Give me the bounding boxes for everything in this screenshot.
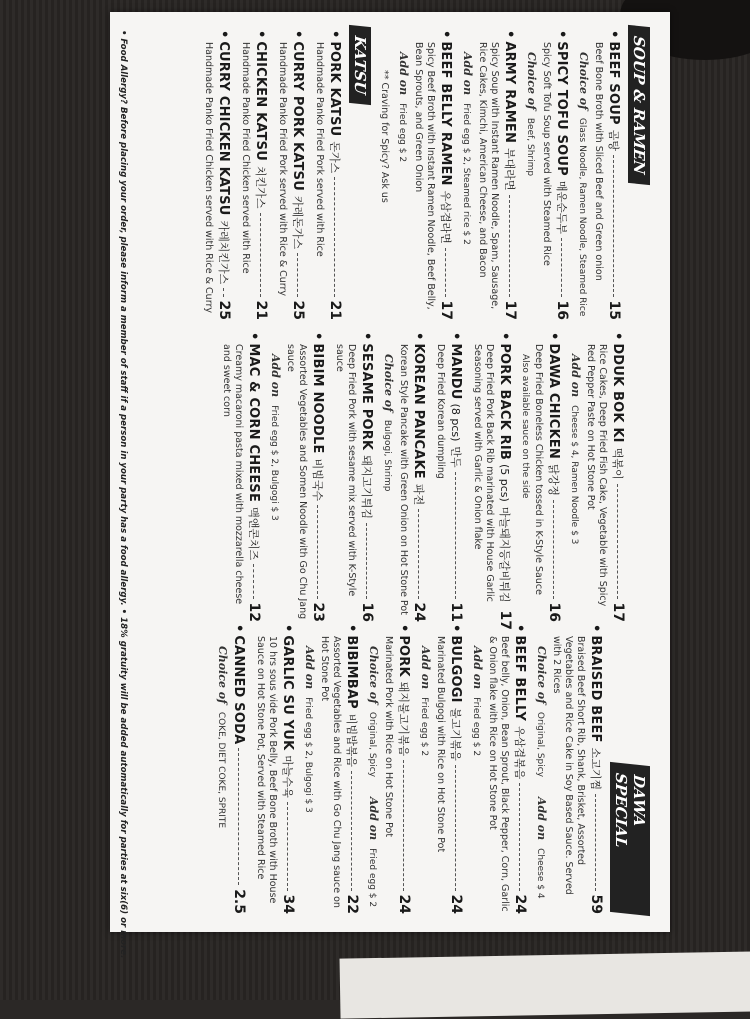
menu-item — [461, 30, 518, 320]
item-korean-name: 불고기볶음 — [449, 707, 462, 761]
item-name: BEEF BELLY — [512, 635, 527, 722]
item-name: CANNED SODA — [231, 635, 246, 745]
item-description: 10 hrs sous vide Pork Belly, Beef Bone Broth with House Sauce on Hot Stone Pot, Served with Steamed Rice — [255, 636, 278, 904]
option-text: COKE, DIET COKE, SPRITE — [216, 711, 226, 829]
bullet-icon: • — [512, 624, 527, 633]
menu-item — [202, 30, 232, 320]
item-options — [419, 646, 432, 914]
dotted-leader — [367, 523, 368, 599]
menu-item-heading — [512, 624, 528, 914]
dotted-leader — [239, 748, 240, 885]
item-price: 16 — [546, 602, 562, 622]
item-korean-name: 닭강정 — [547, 463, 560, 496]
option-label: Add on — [397, 52, 410, 96]
option-text: Bulgogi, Shrimp — [382, 419, 392, 492]
item-options — [303, 646, 316, 914]
menu-item — [303, 624, 360, 914]
dotted-leader — [510, 195, 511, 297]
option-text: Original, Spicy — [535, 711, 545, 778]
item-korean-name: 돈가스 — [328, 141, 341, 174]
item-price: 25 — [290, 300, 306, 320]
bullet-icon: • — [310, 332, 325, 341]
item-korean-name: 돼지불고기볶음 — [397, 681, 410, 757]
menu-item — [220, 332, 262, 622]
menu-item — [333, 332, 375, 622]
item-price: 23 — [310, 602, 326, 622]
bullet-icon: • — [610, 332, 625, 341]
option-label: Choice of — [525, 52, 538, 110]
option-label: Add on — [569, 354, 582, 398]
option-text: Fried egg $ 2, Steamed rice $ 2 — [461, 103, 471, 245]
item-name: MANDU — [448, 343, 463, 400]
item-korean-name: 마늘수육 — [281, 755, 294, 798]
dotted-leader — [554, 500, 555, 599]
item-price: 15 — [606, 300, 622, 320]
menu-item — [471, 332, 513, 630]
item-name: PORK KATSU — [327, 41, 342, 137]
bullet-icon: • — [448, 332, 463, 341]
option-text: Beef, Shrimp — [525, 117, 535, 177]
item-name: CURRY PORK KATSU — [290, 41, 305, 191]
dotted-leader — [254, 564, 255, 598]
item-options — [216, 646, 229, 914]
item-description: Deep Fried Korean dumpling — [435, 344, 446, 479]
item-options — [535, 646, 548, 914]
item-name: DAWA CHICKEN — [546, 343, 561, 459]
section-header-dawa-special: DAWA SPECIAL — [610, 762, 650, 916]
item-korean-name: 매운순두부 — [555, 180, 568, 235]
item-description: Beef Bone Broth with Sliced Beef and Green onion — [593, 42, 604, 281]
item-price: 34 — [280, 894, 296, 914]
item-price: 21 — [327, 300, 343, 320]
white-napkin — [340, 951, 750, 1018]
item-description: Deep Fried Boneless Chicken tossed in K-Style Sauce — [533, 344, 544, 595]
bullet-icon: • — [554, 30, 569, 39]
item-korean-name: 카레치킨가스 — [217, 220, 230, 285]
item-korean-name: 마늘돼지등갈비튀김 — [498, 506, 511, 603]
bullet-icon: • — [344, 624, 359, 633]
option-label-2: Add on — [367, 797, 380, 841]
dotted-leader — [335, 177, 336, 296]
menu-item-heading — [359, 332, 375, 622]
bullet-icon: • — [246, 332, 261, 341]
menu-item-heading — [327, 30, 343, 320]
option-text: Fried egg $ 2 — [471, 697, 481, 757]
menu-item-heading — [280, 624, 296, 914]
item-price: 12 — [246, 602, 262, 622]
item-price: 22 — [344, 894, 360, 914]
dotted-leader — [352, 771, 353, 891]
bullet-icon: • — [216, 30, 231, 39]
option-label: Add on — [461, 52, 474, 96]
bullet-icon: • — [396, 624, 411, 633]
dotted-leader — [261, 213, 262, 297]
bullet-icon: • — [606, 30, 621, 39]
item-price: 16 — [554, 300, 570, 320]
dotted-leader — [446, 248, 447, 297]
dotted-leader — [298, 253, 299, 296]
item-korean-name: 우삼겹볶음 — [513, 726, 526, 780]
item-description: Marinated Bulgogi with Rice on Hot Stone Pot — [435, 636, 446, 853]
menu-item-heading — [396, 624, 412, 914]
option-text: Glass Noodle, Ramen Noodle, Steamed Rice — [577, 117, 587, 317]
bullet-icon: • — [588, 624, 603, 633]
item-description: Spicy Beef Broth with Instant Ramen Noodle, Beef Belly, Bean Sprouts, and Green Onion — [413, 42, 436, 310]
option-label-2: Add on — [535, 797, 548, 841]
bullet-icon: • — [546, 332, 561, 341]
menu-item-heading — [606, 30, 622, 320]
dotted-leader — [224, 288, 225, 296]
menu-item — [313, 30, 343, 320]
item-name: ARMY RAMEN — [502, 41, 517, 144]
option-text: Cheese $ 4, Ramen Noodle $ 3 — [569, 405, 579, 545]
menu-item — [254, 624, 296, 914]
menu-item-heading — [411, 332, 427, 622]
option-text: Original, Spicy — [367, 711, 377, 778]
item-name: SPICY TOFU SOUP — [554, 41, 569, 176]
dotted-leader — [318, 505, 319, 598]
bullet-icon: • — [253, 30, 268, 39]
item-name: PORK — [396, 635, 411, 677]
menu-item-heading — [253, 30, 269, 320]
menu-item-heading — [438, 30, 454, 320]
bullet-icon: • — [231, 624, 246, 633]
item-korean-name: 파전 — [412, 483, 425, 506]
bullet-icon: • — [359, 332, 374, 341]
bullet-icon: • — [411, 332, 426, 341]
item-korean-name: 소고기찜 — [589, 747, 602, 791]
item-description: Braised Beef Short Rib, Shank, Brisket, Assorted Vegetables and Rice Cake in Soy Based Sauce. Served with 2 Rices — [551, 636, 586, 895]
item-korean-name: 비빔국수 — [311, 458, 324, 502]
item-options — [367, 646, 380, 914]
item-name: KOREAN PANCAKE — [411, 343, 426, 479]
menu-sheet — [110, 12, 670, 959]
item-korean-name: 떡볶이 — [611, 447, 624, 480]
menu-item — [382, 332, 427, 622]
item-price: 24 — [512, 894, 528, 914]
option-label: Add on — [269, 354, 282, 398]
dotted-leader — [419, 509, 420, 598]
item-description: Marinated Pork with Rice on Hot Stone Pot — [383, 636, 394, 838]
option-text-2: Fried egg $ 2 — [367, 848, 377, 908]
item-name: DDUK BOK KI — [610, 343, 625, 443]
menu-item — [434, 332, 464, 622]
item-description: Handmade Panko Fried Pork served with Rice — [314, 42, 325, 257]
item-options — [471, 646, 484, 914]
menu-item-heading — [231, 624, 247, 914]
item-description: Handmade Panko Fried Chicken served with Rice — [240, 42, 251, 274]
menu-item-heading — [497, 332, 513, 630]
bullet-icon: • — [497, 332, 512, 341]
item-price: 25 — [216, 300, 232, 320]
option-label: Choice of — [577, 52, 590, 110]
item-price: 17 — [502, 300, 518, 320]
bullet-icon: • — [290, 30, 305, 39]
dotted-leader — [456, 765, 457, 891]
item-price: 17 — [610, 602, 626, 622]
item-price: 16 — [359, 602, 375, 622]
section-header-soup-ramen: SOUP & RAMEN — [628, 25, 650, 185]
item-options — [520, 354, 530, 622]
option-text: Fried egg $ 2, Bulgogi $ 3 — [303, 697, 313, 813]
option-label: Choice of — [367, 646, 380, 704]
item-korean-name: 돼지고기튀김 — [360, 455, 373, 519]
option-text: Fried egg $ 2, Bulgogi $ 3 — [269, 405, 279, 521]
menu-item-heading — [546, 332, 562, 622]
menu-item — [397, 30, 454, 320]
item-options — [569, 354, 582, 622]
item-name: SESAME PORK — [359, 343, 374, 451]
item-name: PORK BACK RIB — [497, 343, 512, 460]
bullet-icon: • — [448, 624, 463, 633]
dotted-leader — [456, 472, 457, 599]
menu-item — [276, 30, 306, 320]
bullet-icon: • — [502, 30, 517, 39]
item-options — [269, 354, 282, 622]
item-price: 59 — [588, 894, 604, 914]
menu-item-heading — [344, 624, 360, 914]
menu-column-appetizers — [213, 332, 652, 630]
item-options — [577, 52, 590, 320]
item-price: 17 — [497, 610, 513, 630]
item-korean-name: 곰탕 — [607, 129, 620, 151]
item-description: Assorted Vegetables and Rice with Go Chu Jang sauce on Hot Stone Pot — [319, 636, 342, 908]
menu-item — [520, 332, 562, 622]
menu-item — [525, 30, 570, 320]
menu-item-heading — [216, 30, 232, 320]
item-piece-count: (5 pcs) — [498, 463, 511, 502]
dotted-leader — [404, 760, 405, 890]
item-price: 11 — [448, 602, 464, 622]
item-description: Deep Fried Pork with sesame mix served with K-Style sauce — [334, 344, 357, 597]
option-label: Add on — [471, 646, 484, 690]
bullet-icon: • — [280, 624, 295, 633]
item-description: Spicy Soft Tofu Soup served with Steamed Rice — [541, 42, 552, 266]
menu-item-heading — [448, 332, 464, 622]
item-price: 24 — [448, 894, 464, 914]
bullet-icon: • — [327, 30, 342, 39]
item-description: Spicy Soup with Instant Ramen Noodle, Spam, Sausage, Rice Cakes, Kimchi, American Cheese, and Bacon — [477, 42, 500, 310]
menu-item — [569, 332, 626, 622]
item-name: BIBIMBAP — [344, 635, 359, 709]
item-name: BRAISED BEEF — [588, 635, 603, 743]
item-price: 24 — [411, 602, 427, 622]
item-korean-name: 카레돈가스 — [291, 195, 304, 250]
item-name: GARLIC SU YUK — [280, 635, 295, 751]
option-text: Also available sauce on the side — [520, 354, 530, 499]
option-text: Fried egg $ 2 — [397, 103, 407, 163]
menu-item — [269, 332, 326, 622]
spicy-note: ** Craving for Spicy? Ask us — [379, 70, 390, 203]
item-description: Rice Cakes, Deep Fried Fish Cake, Vegetable with Spicy Red Pepper Paste on Hot Stone Pot — [585, 344, 608, 607]
item-piece-count: (8 pcs) — [449, 403, 462, 442]
menu-item — [419, 624, 464, 914]
dotted-leader — [618, 484, 619, 599]
menu-item — [577, 30, 622, 320]
menu-item-heading — [448, 624, 464, 914]
menu-item — [535, 624, 604, 914]
menu-item-heading — [310, 332, 326, 622]
menu-item — [367, 624, 412, 914]
item-name: BULGOGI — [448, 635, 463, 703]
option-label: Add on — [419, 646, 432, 690]
item-korean-name: 만두 — [449, 446, 462, 468]
option-text-2: Cheese $ 4 — [535, 848, 545, 899]
option-label: Choice of — [535, 646, 548, 704]
item-description: Korean Style Pancake with Green Onion on Hot Stone Pot — [398, 344, 409, 615]
menu-item-heading — [610, 332, 626, 622]
item-options — [382, 354, 395, 622]
option-label: Choice of — [382, 354, 395, 412]
menu-item — [471, 624, 528, 914]
item-description: Assorted Vegetables and Somen Noodle with Go Chu Jang sauce — [285, 344, 308, 620]
dotted-leader — [614, 155, 615, 297]
bullet-icon: • — [438, 30, 453, 39]
item-price: 2.5 — [231, 889, 247, 914]
item-name: MAC & CORN CHEESE — [246, 343, 261, 503]
section-header-katsu: KATSU — [349, 25, 371, 106]
item-options — [461, 52, 474, 320]
menu-item-heading — [246, 332, 262, 622]
menu-item-heading — [554, 30, 570, 320]
item-description: Deep Fried Pork Back Rib marinated with House Garlic Seasoning served with Garlic & Onion flake — [472, 344, 495, 602]
item-name: BEEF SOUP — [606, 41, 621, 125]
dotted-leader — [520, 783, 521, 890]
item-description: Handmade Panko Fried Chicken served with Rice & Curry — [203, 42, 214, 313]
option-label: Add on — [303, 646, 316, 690]
item-name: CHICKEN KATSU — [253, 41, 268, 161]
option-text: Fried egg $ 2 — [419, 697, 429, 757]
item-korean-name: 비빔밥볶음 — [345, 713, 358, 767]
dotted-leader — [596, 794, 597, 890]
allergy-gratuity-footer: • Food Allergy? Before placing your order, please inform a member of staff if a person in your party has a food allergy. • 18% gratuity will be added automatically for parties at six(6) or more. — [118, 30, 128, 959]
item-korean-name: 우삼겹라면 — [439, 190, 452, 244]
dotted-leader — [562, 238, 563, 296]
item-price: 17 — [438, 300, 454, 320]
item-price: 24 — [396, 894, 412, 914]
menu-item — [239, 30, 269, 320]
menu-item-heading — [502, 30, 518, 320]
menu-column-dawa-special — [209, 624, 652, 914]
item-korean-name: 치킨가스 — [254, 165, 267, 209]
dotted-leader — [288, 802, 289, 891]
item-name: BEEF BELLY RAMEN — [438, 41, 453, 186]
item-korean-name: 맥앤콘치즈 — [247, 507, 260, 561]
menu-item-heading — [290, 30, 306, 320]
item-name: BIBIM NOODLE — [310, 343, 325, 454]
item-description: Handmade Panko Fried Pork served with Rice & Curry — [277, 42, 288, 297]
item-description: Beef belly, Onion, Bean Sprout, Black Pepper, Corn, Garlic & Onion flake with Rice on Hot Stone Pot — [487, 636, 510, 912]
menu-column-soup-katsu — [195, 30, 652, 320]
option-label: Choice of — [216, 646, 229, 704]
item-name: CURRY CHICKEN KATSU — [216, 41, 231, 216]
menu-item-heading — [588, 624, 604, 914]
menu-item — [216, 624, 247, 914]
item-description: Creamy macaroni pasta mixed with mozzarella cheese and sweet corn — [221, 344, 244, 605]
item-options — [525, 52, 538, 320]
item-options — [397, 52, 410, 320]
item-price: 21 — [253, 300, 269, 320]
item-korean-name: 부대라면 — [503, 148, 516, 191]
